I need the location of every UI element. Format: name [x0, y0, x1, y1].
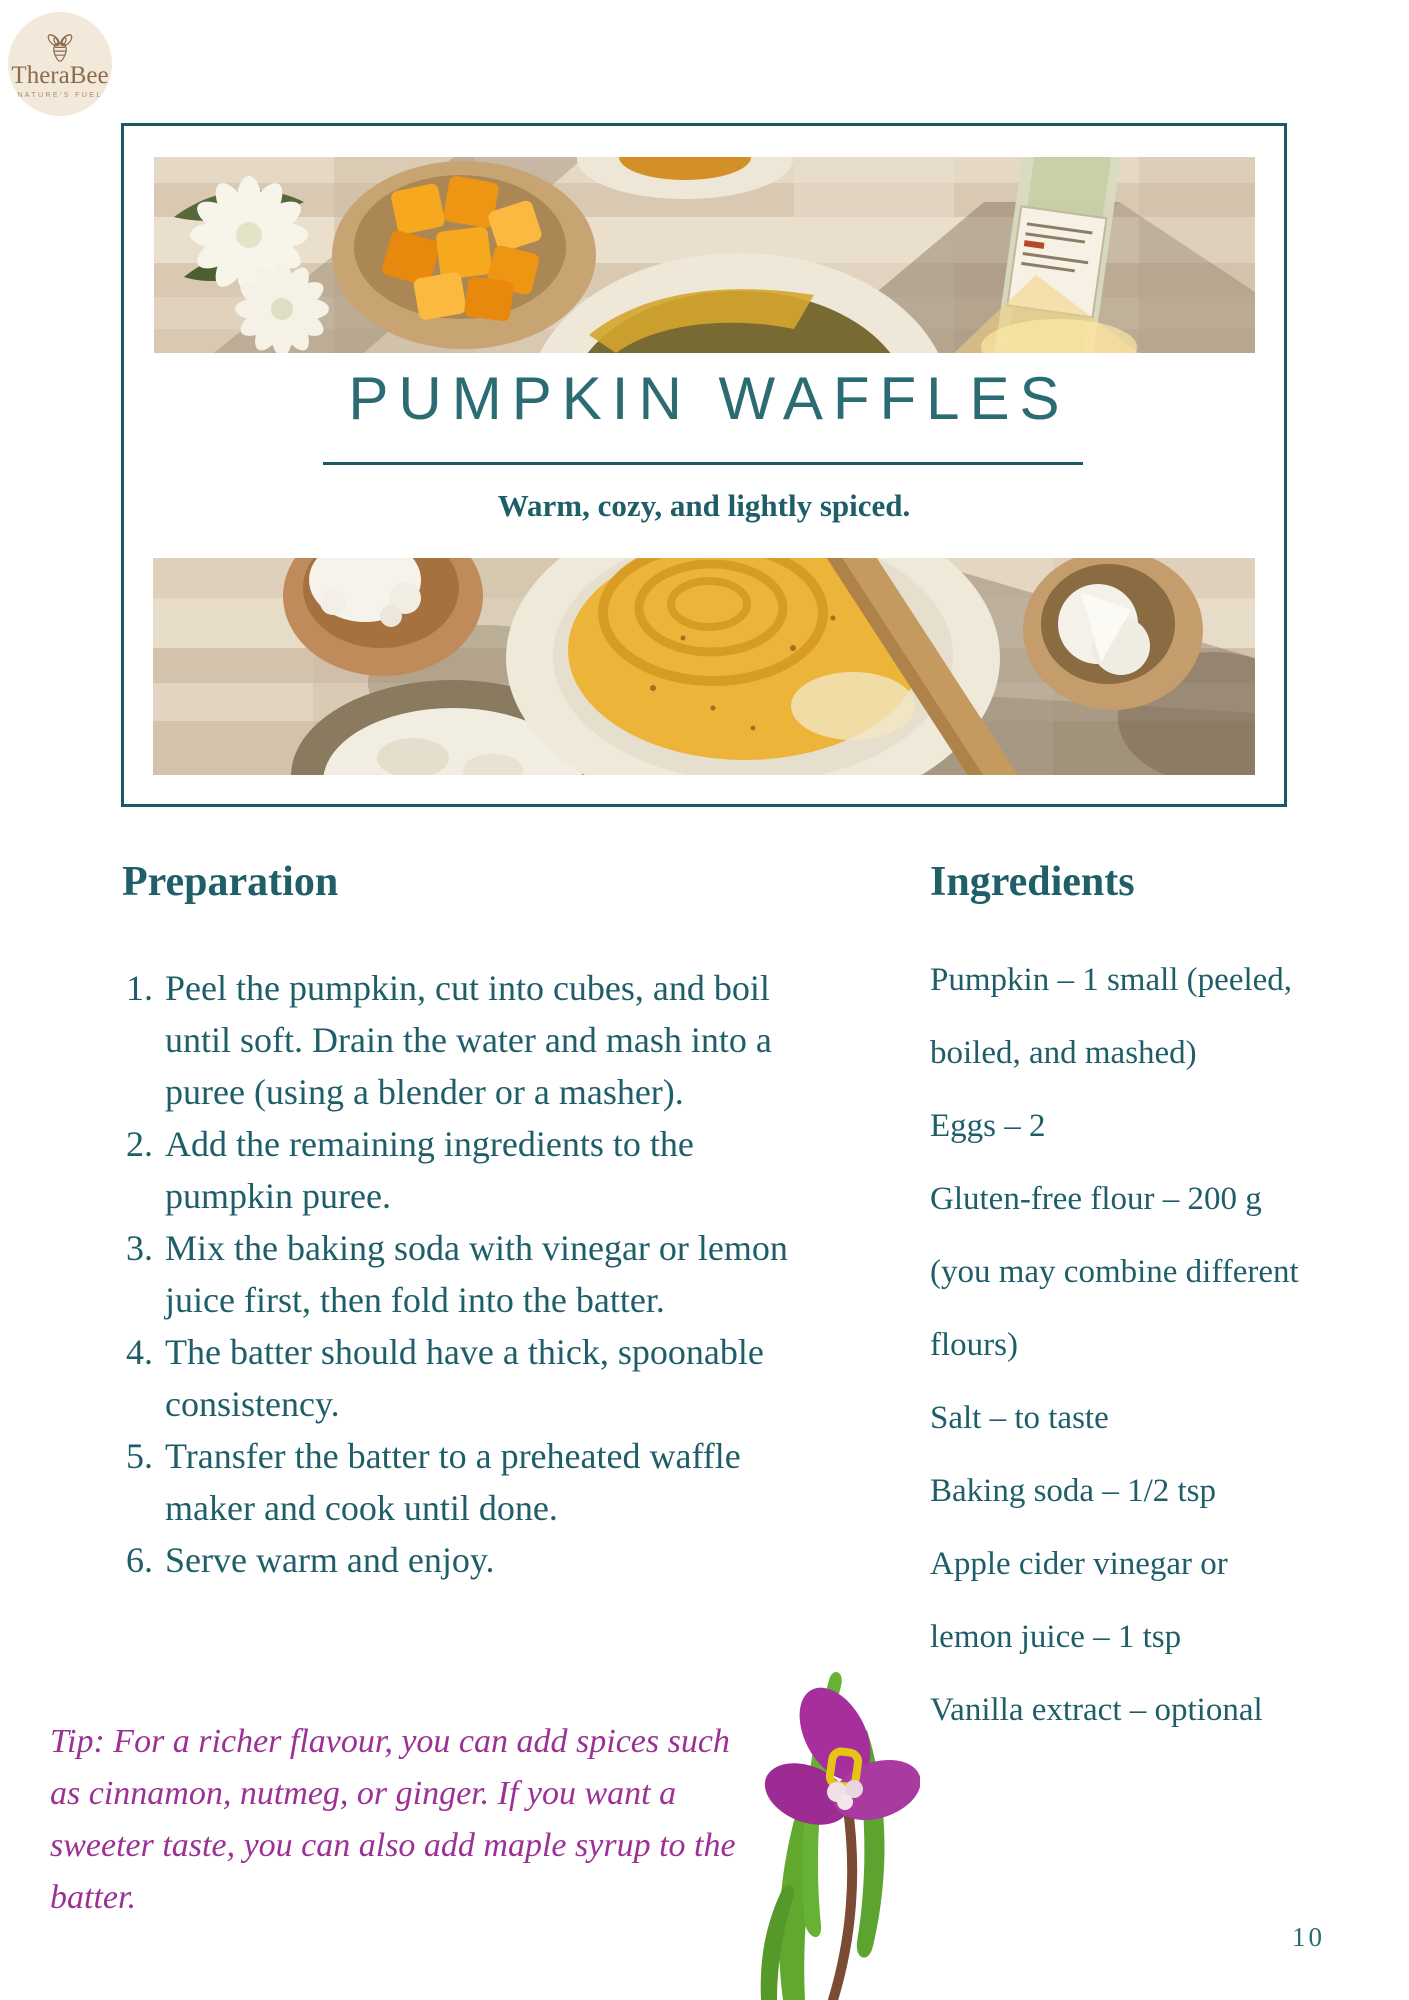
step-text: The batter should have a thick, spoonable consistency. [165, 1332, 764, 1424]
hero-photo-top [154, 157, 1255, 353]
preparation-step [122, 1222, 792, 1326]
brand-tagline: NATURE'S FUEL [17, 91, 103, 99]
brand-name: TheraBee [11, 61, 109, 89]
step-number: 4. [126, 1332, 153, 1372]
hero-frame [121, 123, 1287, 807]
preparation-step [122, 962, 792, 1118]
ingredient-item: Gluten-free flour – 200 g (you may combine different flours) [930, 1181, 1299, 1363]
ingredients-heading: Ingredients [930, 859, 1135, 905]
ingredient-item: Vanilla extract – optional [930, 1692, 1263, 1728]
preparation-step [122, 1118, 792, 1222]
tip-text: Tip: For a richer flavour, you can add spices such as cinnamon, nutmeg, or ginger. If you want a sweeter taste, you can also add maple syrup to the batter. [50, 1723, 736, 1916]
step-number: 5. [126, 1436, 153, 1476]
hero-photo-bottom [153, 558, 1255, 775]
step-number: 2. [126, 1124, 153, 1164]
preparation-step [122, 1534, 792, 1586]
step-number: 1. [126, 968, 153, 1008]
orchid-flower-illustration [755, 1634, 920, 2000]
preparation-steps [122, 962, 792, 1586]
ingredients-list [930, 944, 1308, 1747]
ingredient-item: Salt – to taste [930, 1400, 1109, 1436]
therabee-logo [8, 12, 112, 116]
pumpkin-bowl [332, 161, 596, 349]
page-number: 10 [1292, 1922, 1325, 1952]
ingredient-item: Pumpkin – 1 small (peeled, boiled, and mashed) [930, 962, 1293, 1071]
step-number: 3. [126, 1228, 153, 1268]
step-number: 6. [126, 1540, 153, 1580]
bee-icon [38, 32, 82, 62]
step-text: Serve warm and enjoy. [165, 1540, 495, 1580]
ingredient-item: Eggs – 2 [930, 1108, 1046, 1144]
step-text: Add the remaining ingredients to the pumpkin puree. [165, 1124, 694, 1216]
step-text: Mix the baking soda with vinegar or lemon juice first, then fold into the batter. [165, 1228, 788, 1320]
ingredient-item: Baking soda – 1/2 tsp [930, 1473, 1216, 1509]
ingredient-item: Apple cider vinegar or lemon juice – 1 tsp [930, 1546, 1228, 1655]
recipe-subtitle: Warm, cozy, and lightly spiced. [497, 488, 911, 523]
preparation-step [122, 1326, 792, 1430]
step-text: Transfer the batter to a preheated waffle maker and cook until done. [165, 1436, 741, 1528]
title-divider [323, 462, 1083, 465]
step-text: Peel the pumpkin, cut into cubes, and boil until soft. Drain the water and mash into a puree (using a blender or a masher). [165, 968, 772, 1112]
preparation-step [122, 1430, 792, 1534]
preparation-heading: Preparation [122, 859, 339, 905]
recipe-title: PUMPKIN WAFFLES [348, 365, 1070, 432]
